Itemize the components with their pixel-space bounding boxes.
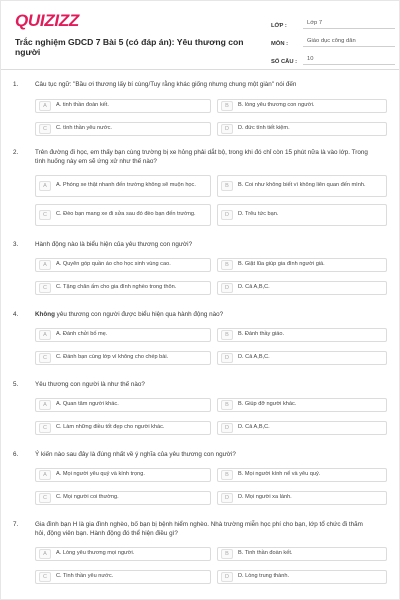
- option-text: C. Tinh thần yêu nước.: [56, 573, 114, 580]
- option-a[interactable]: [35, 328, 211, 342]
- option-a[interactable]: [35, 547, 211, 561]
- option-text: D. đức tính tiết kiệm.: [238, 125, 290, 132]
- option-c[interactable]: [35, 281, 211, 295]
- option-letter: B: [221, 549, 233, 559]
- option-text: B. Giặt lũa giúp gia đình người giá.: [238, 261, 325, 268]
- question-text: Trên đường đi học, em thấy bạn cùng trường bị xe hỏng phải dắt bộ, trong khi đó chỉ còn 15 phút nữa là vào lớp. Trong tình huống này em sẽ ứng xử như thế nào?: [35, 149, 368, 165]
- option-text: C. Đánh bạn cùng lớp vì không cho chép bài.: [56, 354, 169, 361]
- option-text: A. Quan tâm người khác.: [56, 401, 119, 408]
- option-text: A. Đánh chửi bố mẹ.: [56, 331, 108, 338]
- option-letter: B: [221, 330, 233, 340]
- option-text: B. Tinh thần đoàn kết.: [238, 550, 293, 557]
- option-b[interactable]: [217, 468, 387, 482]
- question-number: 5.: [13, 381, 19, 388]
- option-text: B. Coi như không biết vì không liên quan đến mình.: [238, 182, 366, 189]
- option-letter: A: [39, 101, 51, 111]
- option-letter: D: [221, 210, 233, 220]
- question-number: 4.: [13, 311, 19, 318]
- option-text: C. Tặng chăn ấm cho gia đình nghèo trong thôn.: [56, 284, 177, 291]
- meta-row-subject: [271, 33, 395, 47]
- option-letter: C: [39, 572, 51, 582]
- option-text: B. Đánh thầy giáo.: [238, 331, 285, 338]
- header-divider: [1, 69, 399, 70]
- option-letter: B: [221, 400, 233, 410]
- option-text: D. Lòng trung thành.: [238, 573, 290, 580]
- page-title: Trắc nghiệm GDCD 7 Bài 5 (có đáp án): Yêu thương con người: [15, 37, 244, 57]
- meta-value: Lớp 7: [303, 20, 395, 29]
- question-emphasis: Không: [35, 311, 55, 318]
- option-letter: C: [39, 353, 51, 363]
- meta-panel: [271, 15, 395, 69]
- question-text: [35, 311, 373, 320]
- option-letter: B: [221, 101, 233, 111]
- option-b[interactable]: [217, 175, 387, 197]
- option-c[interactable]: [35, 421, 211, 435]
- option-text: B. Giúp đỡ người khác.: [238, 401, 297, 408]
- option-letter: A: [39, 470, 51, 480]
- option-d[interactable]: [217, 122, 387, 136]
- option-a[interactable]: [35, 175, 211, 197]
- option-text: B. lòng yêu thương con người.: [238, 102, 315, 109]
- option-letter: B: [221, 181, 233, 191]
- question-text: Câu tục ngữ: "Bầu ơi thương lấy bí cùng/Tuy rằng khác giống nhưng chung một giàn" nói đến: [35, 81, 297, 88]
- question-text-rest: yêu thương con người được biểu hiện qua hành động nào?: [54, 311, 224, 318]
- option-text: D. Cả A,B,C.: [238, 424, 270, 431]
- quizizz-logo: QUIZIZZ: [15, 11, 79, 30]
- option-letter: C: [39, 124, 51, 134]
- option-b[interactable]: [217, 328, 387, 342]
- meta-value: Giáo dục công dân: [303, 38, 395, 47]
- question-text: Hành động nào là biểu hiện của yêu thương con người?: [35, 241, 193, 248]
- option-text: C. Mọi người coi thường.: [56, 494, 119, 501]
- option-a[interactable]: [35, 398, 211, 412]
- worksheet-header: [9, 7, 391, 63]
- meta-key: MÔN :: [271, 41, 289, 47]
- option-a[interactable]: [35, 468, 211, 482]
- option-letter: C: [39, 283, 51, 293]
- option-letter: D: [221, 423, 233, 433]
- question-number: 1.: [13, 81, 19, 88]
- option-letter: C: [39, 493, 51, 503]
- option-c[interactable]: [35, 351, 211, 365]
- option-text: D. Cả A,B,C.: [238, 354, 270, 361]
- option-letter: D: [221, 124, 233, 134]
- option-text: A. Phóng xe thật nhanh đến trường không sẽ muộn học.: [56, 182, 196, 189]
- option-letter: C: [39, 423, 51, 433]
- question-text: Gia đình bạn H là gia đình nghèo, bố bạn bị bệnh hiểm nghèo. Nhà trường miễn học phí cho bạn, lớp tổ chức đi thăm hỏi, động viên bạn. Hành động đó thể hiện điều gì?: [35, 521, 363, 537]
- question-number: 6.: [13, 451, 19, 458]
- question-number: 7.: [13, 521, 19, 528]
- option-text: A. Quyên góp quần áo cho học sinh vùng cao.: [56, 261, 171, 268]
- option-d[interactable]: [217, 570, 387, 584]
- option-text: D. Mọi người xa lánh.: [238, 494, 292, 501]
- option-b[interactable]: [217, 99, 387, 113]
- option-text: D. Cả A,B,C.: [238, 284, 270, 291]
- option-b[interactable]: [217, 547, 387, 561]
- meta-key: LỚP :: [271, 23, 287, 29]
- meta-key: SỐ CÂU :: [271, 59, 298, 65]
- option-c[interactable]: [35, 204, 211, 226]
- option-d[interactable]: [217, 351, 387, 365]
- option-letter: D: [221, 353, 233, 363]
- option-letter: B: [221, 260, 233, 270]
- question-number: 3.: [13, 241, 19, 248]
- option-letter: D: [221, 572, 233, 582]
- option-b[interactable]: [217, 258, 387, 272]
- option-a[interactable]: [35, 99, 211, 113]
- question-number: 2.: [13, 149, 19, 156]
- option-letter: A: [39, 330, 51, 340]
- option-text: A. Lòng yêu thương mọi người.: [56, 550, 135, 557]
- option-letter: D: [221, 493, 233, 503]
- option-letter: A: [39, 181, 51, 191]
- option-text: C. Làm những điều tốt đẹp cho người khác.: [56, 424, 165, 431]
- question-text: Yêu thương con người là như thế nào?: [35, 381, 145, 388]
- option-d[interactable]: [217, 491, 387, 505]
- option-letter: A: [39, 400, 51, 410]
- option-a[interactable]: [35, 258, 211, 272]
- option-b[interactable]: [217, 398, 387, 412]
- option-text: D. Trêu tức bạn.: [238, 211, 279, 218]
- option-letter: A: [39, 260, 51, 270]
- option-d[interactable]: [217, 281, 387, 295]
- option-c[interactable]: [35, 570, 211, 584]
- option-text: C. tình thần yêu nước.: [56, 125, 112, 132]
- meta-row-class: [271, 15, 395, 29]
- option-d[interactable]: [217, 204, 387, 226]
- option-letter: C: [39, 210, 51, 220]
- option-c[interactable]: [35, 122, 211, 136]
- option-c[interactable]: [35, 491, 211, 505]
- question-text: Ý kiến nào sau đây là đúng nhất về ý nghĩa của yêu thương con người?: [35, 451, 236, 458]
- option-text: A. tinh thần đoàn kết.: [56, 102, 109, 109]
- option-text: B. Mọi người kính nể và yêu quý.: [238, 471, 321, 478]
- meta-value: 10: [303, 56, 395, 65]
- option-letter: D: [221, 283, 233, 293]
- option-letter: B: [221, 470, 233, 480]
- option-letter: A: [39, 549, 51, 559]
- meta-row-count: [271, 51, 395, 65]
- option-text: A. Mọi người yêu quý và kính trọng.: [56, 471, 145, 478]
- option-text: C. Đèo bạn mang xe đi sửa sau đó đèo bạn đến trường.: [56, 211, 196, 218]
- option-d[interactable]: [217, 421, 387, 435]
